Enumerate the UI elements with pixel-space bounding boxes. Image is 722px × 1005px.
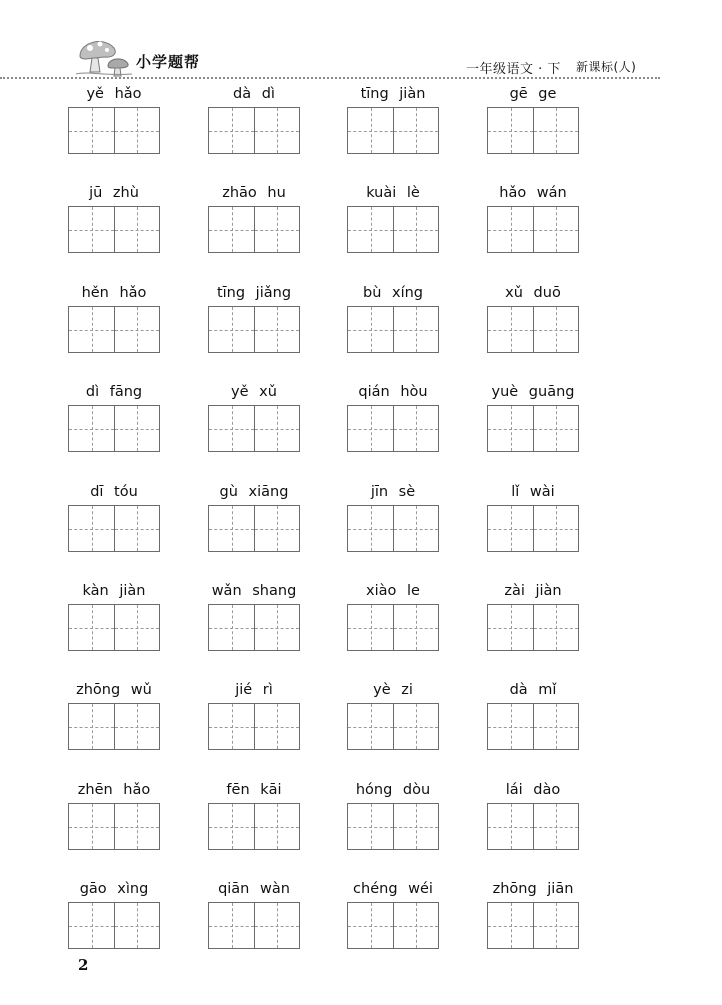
writing-boxes	[347, 604, 439, 651]
pinyin-label: chéng wéi	[353, 881, 433, 897]
word-cell	[68, 881, 160, 953]
character-box[interactable]	[488, 307, 533, 352]
character-box[interactable]	[69, 108, 114, 153]
writing-boxes	[68, 803, 160, 850]
character-box[interactable]	[348, 903, 393, 948]
word-cell	[347, 384, 439, 456]
character-box[interactable]	[348, 406, 393, 451]
writing-boxes	[487, 604, 579, 651]
character-box[interactable]	[488, 903, 533, 948]
character-box[interactable]	[114, 108, 159, 153]
pinyin-label: hǎo wán	[499, 185, 567, 201]
pinyin-label: qiān wàn	[218, 881, 290, 897]
writing-boxes	[487, 803, 579, 850]
writing-boxes	[208, 107, 300, 154]
character-box[interactable]	[348, 506, 393, 551]
character-box[interactable]	[69, 605, 114, 650]
word-cell	[347, 86, 439, 158]
character-box[interactable]	[114, 307, 159, 352]
pinyin-label: jū zhù	[89, 185, 139, 201]
pinyin-label: dà mǐ	[509, 682, 557, 698]
word-cell	[68, 384, 160, 456]
character-box[interactable]	[393, 704, 438, 749]
character-box[interactable]	[533, 108, 578, 153]
word-cell	[208, 285, 300, 357]
word-cell	[487, 384, 579, 456]
word-cell	[68, 484, 160, 556]
word-cell	[68, 583, 160, 655]
pinyin-label: dì fāng	[85, 384, 143, 400]
character-box[interactable]	[254, 605, 299, 650]
writing-boxes	[68, 902, 160, 949]
character-box[interactable]	[393, 307, 438, 352]
word-cell	[208, 484, 300, 556]
writing-boxes	[347, 902, 439, 949]
brand-title: 小学题帮	[136, 53, 201, 71]
character-box[interactable]	[348, 804, 393, 849]
writing-boxes	[347, 107, 439, 154]
writing-boxes	[68, 107, 160, 154]
header-divider	[0, 77, 660, 79]
mushroom-logo-icon	[74, 34, 134, 78]
writing-boxes	[68, 703, 160, 750]
character-box[interactable]	[69, 903, 114, 948]
word-cell	[347, 682, 439, 754]
character-box[interactable]	[254, 804, 299, 849]
character-box[interactable]	[114, 406, 159, 451]
pinyin-label: zhōng wǔ	[76, 682, 152, 698]
writing-boxes	[347, 505, 439, 552]
character-box[interactable]	[533, 506, 578, 551]
writing-boxes	[68, 306, 160, 353]
character-box[interactable]	[393, 605, 438, 650]
word-cell	[487, 682, 579, 754]
word-cell	[347, 484, 439, 556]
character-box[interactable]	[488, 108, 533, 153]
edition-label: 新课标(人)	[576, 60, 637, 74]
character-box[interactable]	[254, 506, 299, 551]
word-cell	[487, 484, 579, 556]
character-box[interactable]	[533, 903, 578, 948]
word-cell	[347, 881, 439, 953]
pinyin-label: gē ge	[509, 86, 557, 102]
pinyin-label: jié rì	[235, 682, 273, 698]
character-box[interactable]	[114, 207, 159, 252]
writing-boxes	[208, 703, 300, 750]
writing-boxes	[487, 703, 579, 750]
word-cell	[347, 285, 439, 357]
character-box[interactable]	[254, 307, 299, 352]
character-box[interactable]	[69, 406, 114, 451]
character-box[interactable]	[488, 506, 533, 551]
pinyin-label: hěn hǎo	[81, 285, 147, 301]
pinyin-label: zhēn hǎo	[77, 782, 151, 798]
character-box[interactable]	[209, 307, 254, 352]
pinyin-label: lǐ wài	[511, 484, 555, 500]
word-cell	[347, 583, 439, 655]
writing-boxes	[208, 902, 300, 949]
subject-label: 一年级语文 · 下	[466, 62, 561, 77]
pinyin-label: dī tóu	[90, 484, 138, 500]
writing-boxes	[347, 703, 439, 750]
word-cell	[208, 185, 300, 257]
character-box[interactable]	[488, 605, 533, 650]
pinyin-label: gù xiāng	[219, 484, 289, 500]
character-box[interactable]	[209, 506, 254, 551]
character-box[interactable]	[209, 903, 254, 948]
character-box[interactable]	[254, 207, 299, 252]
character-box[interactable]	[488, 406, 533, 451]
writing-boxes	[208, 505, 300, 552]
character-box[interactable]	[114, 506, 159, 551]
character-box[interactable]	[533, 804, 578, 849]
character-box[interactable]	[69, 207, 114, 252]
character-box[interactable]	[114, 903, 159, 948]
word-cell	[68, 782, 160, 854]
word-cell	[68, 682, 160, 754]
character-box[interactable]	[114, 704, 159, 749]
word-cell	[487, 185, 579, 257]
pinyin-label: xǔ duō	[505, 285, 561, 301]
writing-boxes	[68, 505, 160, 552]
character-box[interactable]	[348, 207, 393, 252]
character-box[interactable]	[393, 804, 438, 849]
writing-boxes	[487, 306, 579, 353]
word-cell	[347, 185, 439, 257]
pinyin-label: fēn kāi	[226, 782, 282, 798]
character-box[interactable]	[488, 804, 533, 849]
writing-boxes	[347, 306, 439, 353]
word-cell	[68, 185, 160, 257]
word-cell	[208, 682, 300, 754]
pinyin-label: yě xǔ	[231, 384, 277, 400]
word-cell	[487, 881, 579, 953]
writing-boxes	[208, 206, 300, 253]
character-box[interactable]	[254, 108, 299, 153]
writing-boxes	[347, 206, 439, 253]
character-box[interactable]	[393, 207, 438, 252]
character-box[interactable]	[533, 704, 578, 749]
writing-boxes	[487, 405, 579, 452]
word-cell	[487, 86, 579, 158]
pinyin-label: zhāo hu	[222, 185, 286, 201]
pinyin-label: kàn jiàn	[82, 583, 146, 599]
word-cell	[208, 881, 300, 953]
pinyin-label: zhōng jiān	[492, 881, 574, 897]
pinyin-label: wǎn shang	[211, 583, 297, 599]
character-box[interactable]	[533, 605, 578, 650]
pinyin-label: jīn sè	[370, 484, 416, 500]
character-box[interactable]	[209, 207, 254, 252]
character-box[interactable]	[348, 605, 393, 650]
character-box[interactable]	[348, 704, 393, 749]
pinyin-label: lái dào	[505, 782, 561, 798]
pinyin-label: qián hòu	[358, 384, 428, 400]
character-box[interactable]	[209, 704, 254, 749]
character-box[interactable]	[393, 506, 438, 551]
character-box[interactable]	[348, 307, 393, 352]
character-box[interactable]	[533, 307, 578, 352]
word-cell	[208, 782, 300, 854]
character-box[interactable]	[209, 605, 254, 650]
pinyin-label: gāo xìng	[79, 881, 149, 897]
character-box[interactable]	[393, 903, 438, 948]
character-box[interactable]	[348, 108, 393, 153]
character-box[interactable]	[254, 903, 299, 948]
character-box[interactable]	[69, 307, 114, 352]
word-cell	[68, 285, 160, 357]
word-cell	[487, 782, 579, 854]
character-box[interactable]	[209, 804, 254, 849]
page-header	[0, 0, 722, 82]
character-box[interactable]	[69, 704, 114, 749]
writing-boxes	[208, 405, 300, 452]
character-box[interactable]	[254, 406, 299, 451]
word-cell	[68, 86, 160, 158]
pinyin-label: kuài lè	[366, 185, 420, 201]
word-cell	[208, 384, 300, 456]
writing-boxes	[208, 306, 300, 353]
pinyin-label: yě hǎo	[86, 86, 142, 102]
character-box[interactable]	[533, 207, 578, 252]
character-box[interactable]	[533, 406, 578, 451]
character-box[interactable]	[254, 704, 299, 749]
pinyin-label: bù xíng	[362, 285, 423, 301]
writing-boxes	[347, 803, 439, 850]
writing-boxes	[208, 803, 300, 850]
pinyin-label: hóng dòu	[355, 782, 431, 798]
writing-boxes	[487, 206, 579, 253]
writing-boxes	[347, 405, 439, 452]
writing-boxes	[68, 604, 160, 651]
pinyin-label: dà dì	[233, 86, 275, 102]
pinyin-label: zài jiàn	[504, 583, 562, 599]
character-box[interactable]	[393, 406, 438, 451]
pinyin-label: yuè guāng	[491, 384, 575, 400]
writing-boxes	[487, 505, 579, 552]
writing-boxes	[68, 405, 160, 452]
character-box[interactable]	[209, 406, 254, 451]
word-cell	[208, 583, 300, 655]
word-cell	[208, 86, 300, 158]
character-box[interactable]	[114, 605, 159, 650]
word-cell	[487, 583, 579, 655]
writing-boxes	[68, 206, 160, 253]
character-box[interactable]	[209, 108, 254, 153]
word-cell	[347, 782, 439, 854]
writing-boxes	[487, 107, 579, 154]
character-box[interactable]	[488, 704, 533, 749]
page-number: 2	[78, 956, 89, 974]
character-box[interactable]	[488, 207, 533, 252]
writing-boxes	[487, 902, 579, 949]
character-box[interactable]	[393, 108, 438, 153]
pinyin-label: tīng jiàn	[360, 86, 426, 102]
writing-boxes	[208, 604, 300, 651]
pinyin-label: yè zi	[373, 682, 413, 698]
pinyin-label: xiào le	[366, 583, 420, 599]
pinyin-label: tīng jiǎng	[216, 285, 292, 301]
character-box[interactable]	[69, 506, 114, 551]
word-cell	[487, 285, 579, 357]
character-box[interactable]	[69, 804, 114, 849]
character-box[interactable]	[114, 804, 159, 849]
